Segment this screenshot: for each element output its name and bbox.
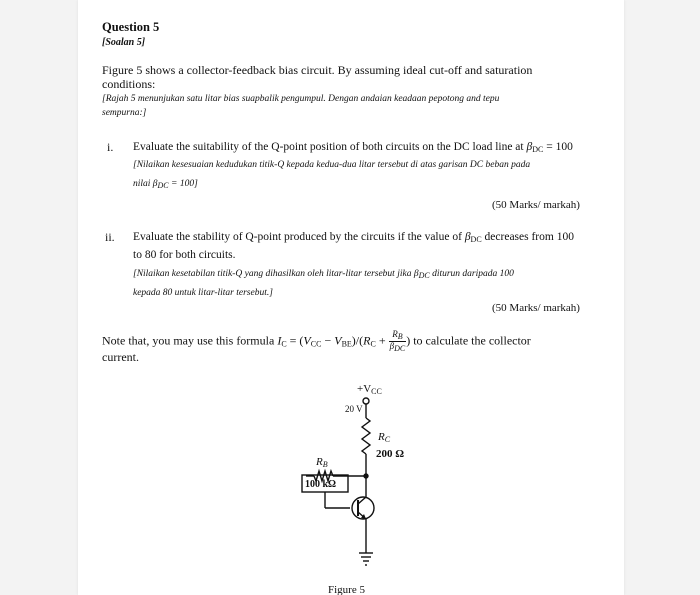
part-ii-malay-1: [Nilaikan kesetabilan titik-Q yang dihasilkan oleh litar-litar tersebut jika $\beta_{DC}$ diturun daripada 100 (133, 269, 514, 280)
intro-malay-2: sempurna:] (102, 108, 147, 118)
rc-resistor (362, 418, 370, 454)
rc-label: RC (378, 431, 391, 444)
part-i-malay-1: [Nilaikan kesesuaian kedudukan titik-Q kepada kedua-dua litar tersebut di atas garisan DC beban pada (133, 160, 531, 170)
part-ii-marks: (50 Marks/ markah) (492, 302, 580, 314)
rb-label: RB (316, 456, 328, 469)
intro-malay-1: [Rajah 5 menunjukan satu litar bias suapbalik pengumpul. Dengan andaian keadaan pepotong and tepu (102, 94, 500, 104)
vcc-label: +VCC (357, 383, 382, 396)
part-ii-line-1: Evaluate the stability of Q-point produced by the circuits if the value of $\beta_{DC}$ decreases from 100 (133, 231, 574, 244)
rc-value: 200 Ω (376, 448, 405, 460)
part-i-marks: (50 Marks/ markah) (492, 199, 580, 211)
figure-caption: Figure 5 (328, 584, 365, 595)
formula-line-1: Note that, you may use this formula $I_C = (V_{CC} - V_{BE})/(R_C$ + $\frac{R_B}{\beta_{DC}}$ ) to calculate the collector (102, 329, 531, 353)
rb-value: 100 kΩ (305, 479, 337, 490)
part-i-number: i. (107, 140, 114, 154)
supply-value: 20 V (345, 404, 363, 414)
part-ii-malay-2: kepada 80 untuk litar-litar tersebut.] (133, 288, 273, 298)
part-i-malay-2: nilai $\beta_{DC} = 100$] (133, 179, 198, 190)
question-subtitle: [Soalan 5] (102, 37, 146, 48)
part-ii-number: ii. (105, 230, 115, 244)
formula-fraction: $\frac{R_B}{\beta_{DC}}$ (389, 329, 406, 353)
question-title: Question 5 (102, 20, 160, 34)
intro-line-2: conditions: (102, 77, 156, 91)
vcc-terminal (363, 398, 369, 404)
part-i-line-1: Evaluate the suitability of the Q-point position of both circuits on the DC load line at $\beta_{DC} = 100$ (133, 141, 573, 154)
part-ii-line-2: to 80 for both circuits. (133, 249, 236, 261)
intro-line-1: Figure 5 shows a collector-feedback bias circuit. By assuming ideal cut-off and saturation (102, 63, 533, 77)
formula-line-2: current. (102, 350, 139, 364)
